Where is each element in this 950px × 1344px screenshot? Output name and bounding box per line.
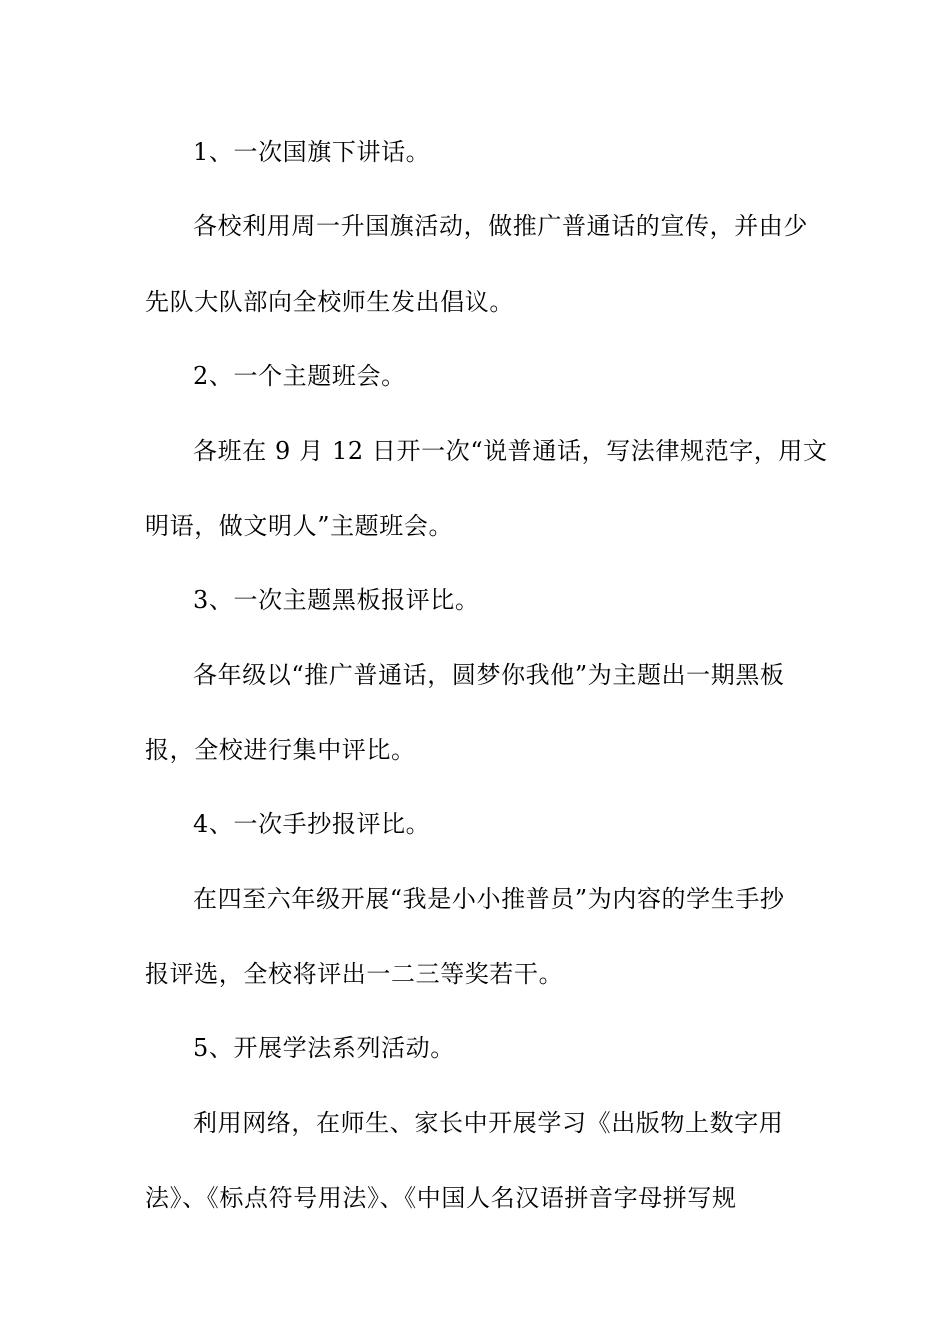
paragraph-line: 各校利用周一升国旗活动，做推广普通话的宣传，并由少 (193, 212, 808, 240)
paragraph-line: 报评选，全校将评出一二三等奖若干。 (145, 960, 564, 988)
heading-item-4: 4、一次手抄报评比。 (193, 810, 431, 838)
paragraph-line: 报，全校进行集中评比。 (145, 736, 416, 764)
heading-item-2: 2、一个主题班会。 (193, 362, 406, 390)
paragraph-line: 先队大队部向全校师生发出倡议。 (145, 288, 514, 316)
paragraph-line: 各年级以“推广普通话，圆梦你我他”为主题出一期黑板 (193, 661, 785, 689)
heading-item-1: 1、一次国旗下讲话。 (193, 138, 431, 166)
paragraph-line: 各班在 9 月 12 日开一次“说普通话，写法律规范字，用文 (193, 437, 828, 465)
heading-item-5: 5、开展学法系列活动。 (193, 1034, 455, 1062)
paragraph-line: 法》、《标点符号用法》、《中国人名汉语拼音字母拼写规 (145, 1184, 737, 1212)
paragraph-line: 在四至六年级开展“我是小小推普员”为内容的学生手抄 (193, 885, 785, 913)
paragraph-line: 明语，做文明人”主题班会。 (145, 512, 454, 540)
paragraph-line: 利用网络，在师生、家长中开展学习《出版物上数字用 (193, 1109, 784, 1137)
heading-item-3: 3、一次主题黑板报评比。 (193, 586, 480, 614)
